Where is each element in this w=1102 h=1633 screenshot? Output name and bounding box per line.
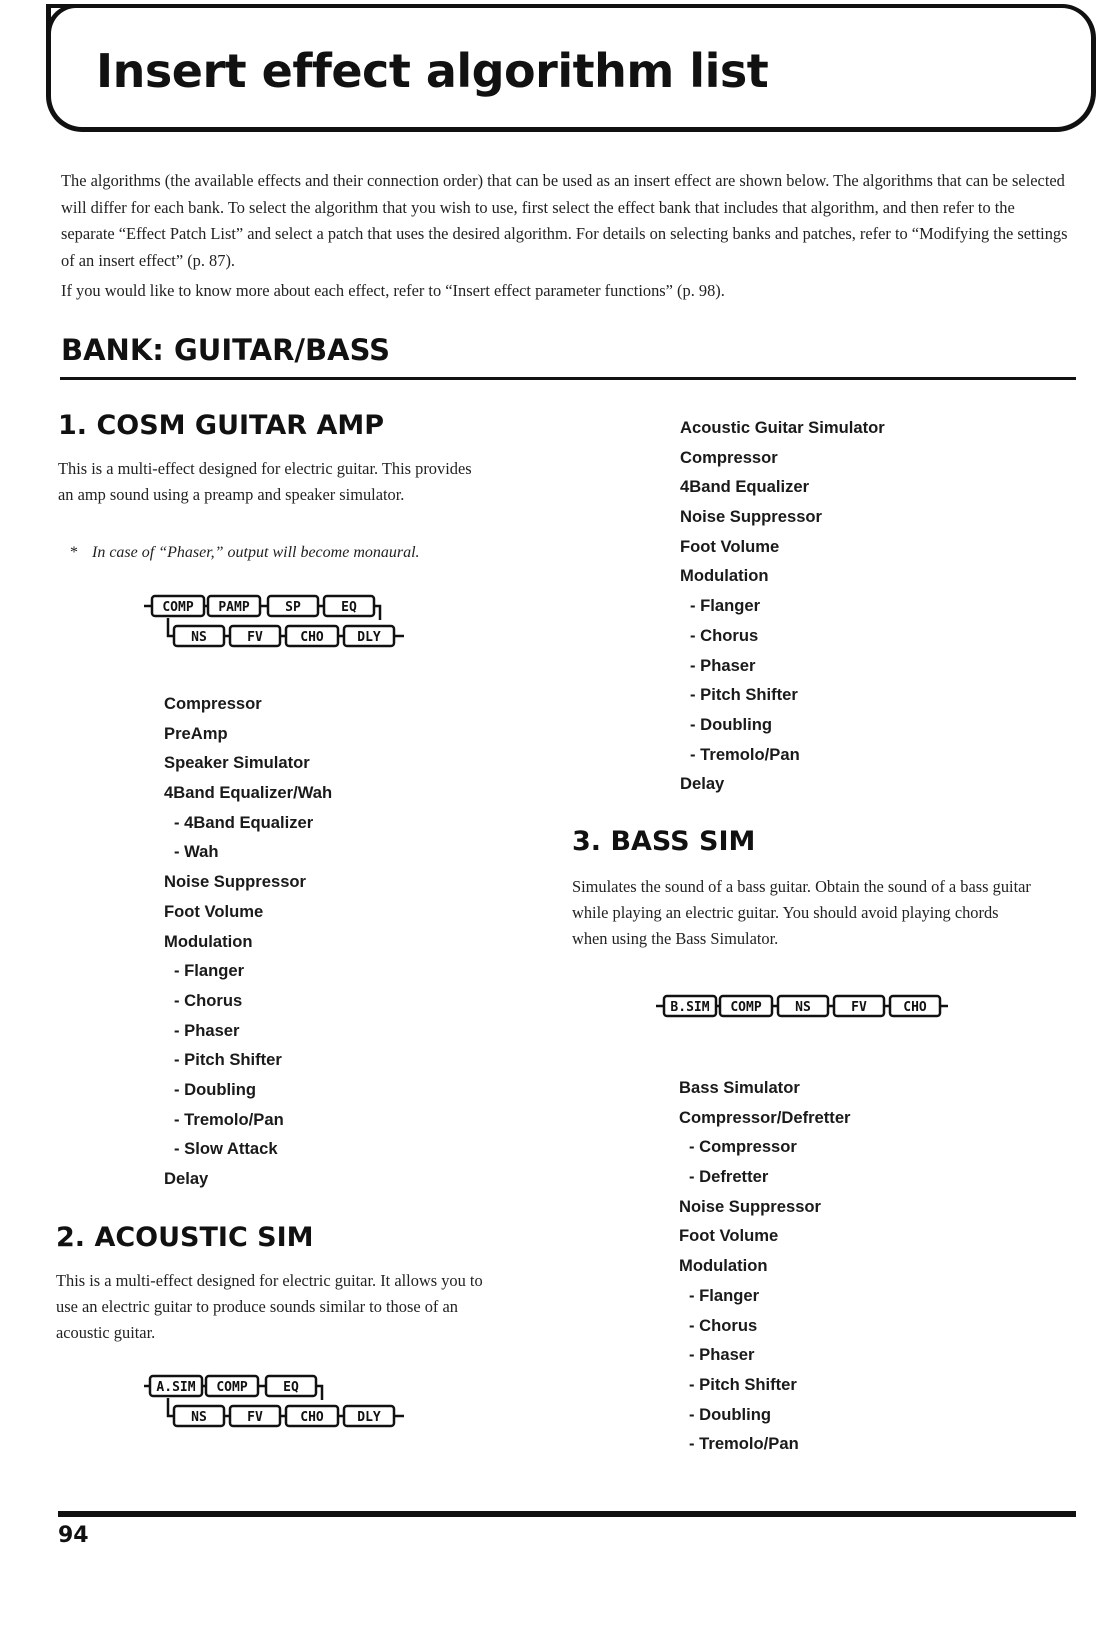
list-item: - Pitch Shifter: [689, 1374, 797, 1394]
cosm-note-text: In case of “Phaser,” output will become monaural.: [92, 544, 420, 561]
block-ns: NS: [191, 1410, 207, 1425]
acoustic-heading: 2. ACOUSTIC SIM: [56, 1222, 314, 1253]
block-cho: CHO: [300, 1410, 324, 1425]
block-fv: FV: [851, 1000, 867, 1015]
list-item: - Doubling: [174, 1079, 257, 1099]
list-item: Noise Suppressor: [679, 1196, 822, 1216]
list-item: - Phaser: [174, 1020, 240, 1040]
list-item: - Chorus: [689, 1315, 758, 1335]
block-fv: FV: [247, 1410, 263, 1425]
list-item: Bass Simulator: [679, 1078, 800, 1097]
bass-effect-list: [679, 1073, 851, 1459]
list-item: Modulation: [679, 1256, 768, 1276]
list-item: Noise Suppressor: [164, 872, 307, 892]
list-item: Modulation: [680, 566, 769, 586]
block-eq: EQ: [283, 1380, 299, 1395]
list-item: - Defretter: [689, 1167, 769, 1187]
acoustic-description: This is a multi-effect designed for electric guitar. It allows you to use an electric guitar to produce sounds similar to those of an acoustic guitar.: [56, 1271, 483, 1342]
list-item: - Wah: [174, 842, 219, 862]
block-sp: SP: [285, 600, 301, 615]
cosm-effect-list: [164, 689, 332, 1194]
footer-divider: [58, 1511, 1076, 1517]
list-item: Modulation: [164, 931, 253, 951]
list-item: - Chorus: [174, 990, 243, 1010]
list-item: - 4Band Equalizer: [174, 812, 314, 832]
list-item: Speaker Simulator: [164, 753, 310, 773]
acoustic-signal-chain-diagram: [138, 1370, 408, 1432]
bank-heading: BANK: GUITAR/BASS: [61, 333, 391, 367]
cosm-description: This is a multi-effect designed for electric guitar. This provides an amp sound using a preamp and speaker simulator.: [58, 459, 472, 504]
page-number: 94: [58, 1523, 89, 1548]
list-item: Foot Volume: [680, 536, 780, 556]
list-item: Delay: [164, 1169, 209, 1188]
list-item: Compressor/Defretter: [679, 1107, 851, 1127]
list-item: - Tremolo/Pan: [690, 744, 800, 764]
list-item: - Chorus: [690, 625, 759, 645]
bank-divider: [60, 377, 1076, 380]
block-dly: DLY: [357, 630, 381, 645]
block-dly: DLY: [357, 1410, 381, 1425]
intro-paragraph-2: If you would like to know more about each effect, refer to “Insert effect parameter functions” (p. 98).: [61, 281, 725, 300]
block-asim: A.SIM: [156, 1380, 196, 1395]
cosm-signal-chain-diagram: [138, 590, 408, 652]
list-item: - Pitch Shifter: [690, 685, 798, 705]
note-asterisk: *: [70, 544, 78, 561]
list-item: Compressor: [164, 694, 262, 713]
list-item: - Doubling: [690, 714, 773, 734]
list-item: - Slow Attack: [174, 1139, 278, 1159]
acoustic-effect-list: [680, 413, 885, 799]
list-item: Noise Suppressor: [680, 507, 823, 527]
list-item: Foot Volume: [164, 901, 264, 921]
block-fv: FV: [247, 630, 263, 645]
cosm-note: [70, 544, 490, 562]
list-item: - Flanger: [174, 961, 245, 981]
list-item: PreAmp: [164, 723, 228, 743]
list-item: 4Band Equalizer/Wah: [164, 783, 333, 803]
block-pamp: PAMP: [218, 600, 250, 615]
block-comp: COMP: [162, 600, 194, 615]
list-item: - Flanger: [690, 596, 761, 616]
bass-heading: 3. BASS SIM: [572, 826, 756, 857]
bass-signal-chain-diagram: [652, 990, 952, 1024]
list-item: - Phaser: [690, 655, 756, 675]
list-item: Acoustic Guitar Simulator: [680, 418, 885, 437]
list-item: Compressor: [680, 447, 778, 467]
bass-description: Simulates the sound of a bass guitar. Obtain the sound of a bass guitar while playing an electric guitar. You should avoid playing chords when using the Bass Simulator.: [572, 877, 1031, 948]
intro-text: [61, 168, 1071, 305]
list-item: - Tremolo/Pan: [174, 1109, 284, 1129]
block-ns: NS: [795, 1000, 811, 1015]
list-item: - Doubling: [689, 1404, 772, 1424]
block-comp: COMP: [216, 1380, 248, 1395]
block-cho: CHO: [903, 1000, 927, 1015]
block-cho: CHO: [300, 630, 324, 645]
list-item: - Compressor: [689, 1137, 797, 1157]
block-bsim: B.SIM: [670, 1000, 710, 1015]
block-comp: COMP: [730, 1000, 762, 1015]
list-item: - Tremolo/Pan: [689, 1434, 799, 1454]
cosm-heading: 1. COSM GUITAR AMP: [58, 410, 385, 441]
block-eq: EQ: [341, 600, 357, 615]
list-item: 4Band Equalizer: [680, 477, 810, 497]
list-item: - Phaser: [689, 1345, 755, 1365]
block-ns: NS: [191, 630, 207, 645]
list-item: Foot Volume: [679, 1226, 779, 1246]
list-item: - Flanger: [689, 1285, 760, 1305]
intro-paragraph-1: The algorithms (the available effects and their connection order) that can be used as an insert effect are shown below. The algorithms that can be selected will differ for each bank. To select the algorithm that you wish to use, first select the effect bank that includes that algorithm, and then refer to the separate “Effect Patch List” and select a patch that uses the desired algorithm. For details on selecting banks and patches, refer to “Modifying the settings of an insert effect” (p. 87).: [61, 171, 1068, 270]
list-item: Delay: [680, 774, 725, 794]
list-item: - Pitch Shifter: [174, 1050, 282, 1070]
page-title: Insert effect algorithm list: [96, 44, 769, 98]
